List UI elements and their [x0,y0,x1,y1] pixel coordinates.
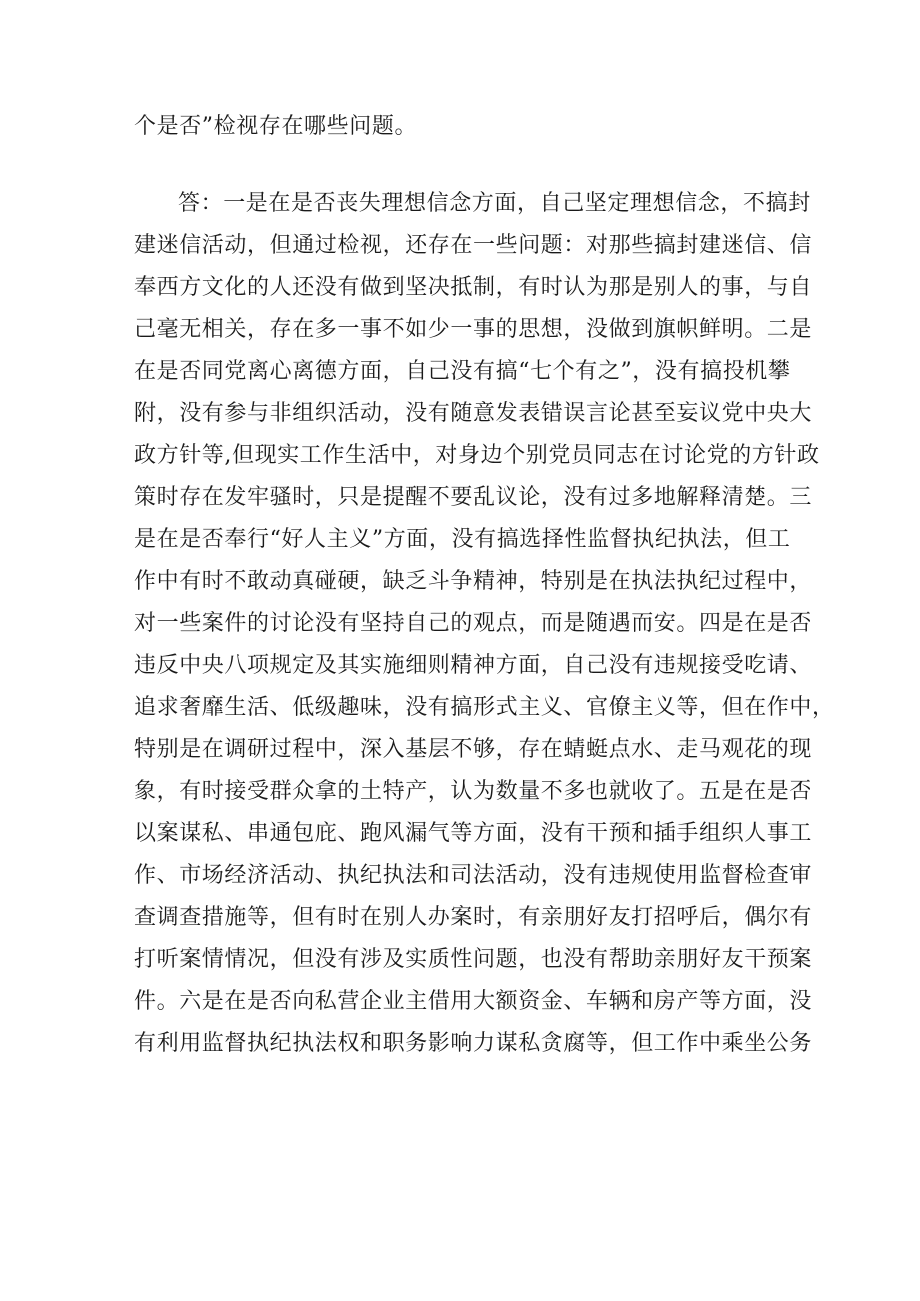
text-line: 答：一是在是否丧失理想信念方面，自己坚定理想信念，不搞封 [178,191,811,216]
text-line: 策时存在发牢骚时，只是提醒不要乱议论，没有过多地解释清楚。三 [134,485,813,510]
text-line: 作中有时不敢动真碰硬，缺乏斗争精神，特别是在执法执纪过程中， [134,569,813,594]
text-line: 政方针等,但现实工作生活中，对身边个别党员同志在讨论党的方针政 [134,443,820,468]
text-line: 有利用监督执纪执法权和职务影响力谋私贪腐等，但工作中乘坐公务 [134,1031,813,1056]
text-line: 违反中央八项规定及其实施细则精神方面，自己没有违规接受吃请、 [134,653,813,678]
text-line: 附，没有参与非组织活动，没有随意发表错误言论甚至妄议党中央大 [134,401,813,426]
text-line: 奉西方文化的人还没有做到坚决抵制，有时认为那是别人的事，与自 [134,275,813,300]
text-line: 象，有时接受群众拿的土特产，认为数量不多也就收了。五是在是否 [134,779,813,804]
text-line: 在是否同党离心离德方面，自己没有搞“七个有之”，没有搞投机攀 [134,359,791,384]
text-line: 特别是在调研过程中，深入基层不够，存在蜻蜓点水、走马观花的现 [134,737,813,762]
text-line: 是在是否奉行“好人主义”方面，没有搞选择性监督执纪执法，但工 [134,527,791,552]
text-line: 个是否”检视存在哪些问题。 [134,114,418,139]
text-line: 打听案情情况，但没有涉及实质性问题，也没有帮助亲朋好友干预案 [134,947,813,972]
text-line: 追求奢靡生活、低级趣味，没有搞形式主义、官僚主义等，但在作中， [134,695,835,720]
text-line: 对一些案件的讨论没有坚持自己的观点，而是随遇而安。四是在是否 [134,611,813,636]
text-line: 作、市场经济活动、执纪执法和司法活动，没有违规使用监督检查审 [134,863,813,888]
text-line: 建迷信活动，但通过检视，还存在一些问题：对那些搞封建迷信、信 [134,233,813,258]
text-line: 己毫无相关，存在多一事不如少一事的思想，没做到旗帜鲜明。二是 [134,317,813,342]
text-line: 以案谋私、串通包庇、跑风漏气等方面，没有干预和插手组织人事工 [134,821,813,846]
text-line: 件。六是在是否向私营企业主借用大额资金、车辆和房产等方面，没 [134,989,813,1014]
text-line: 查调查措施等，但有时在别人办案时，有亲朋好友打招呼后，偶尔有 [134,905,813,930]
